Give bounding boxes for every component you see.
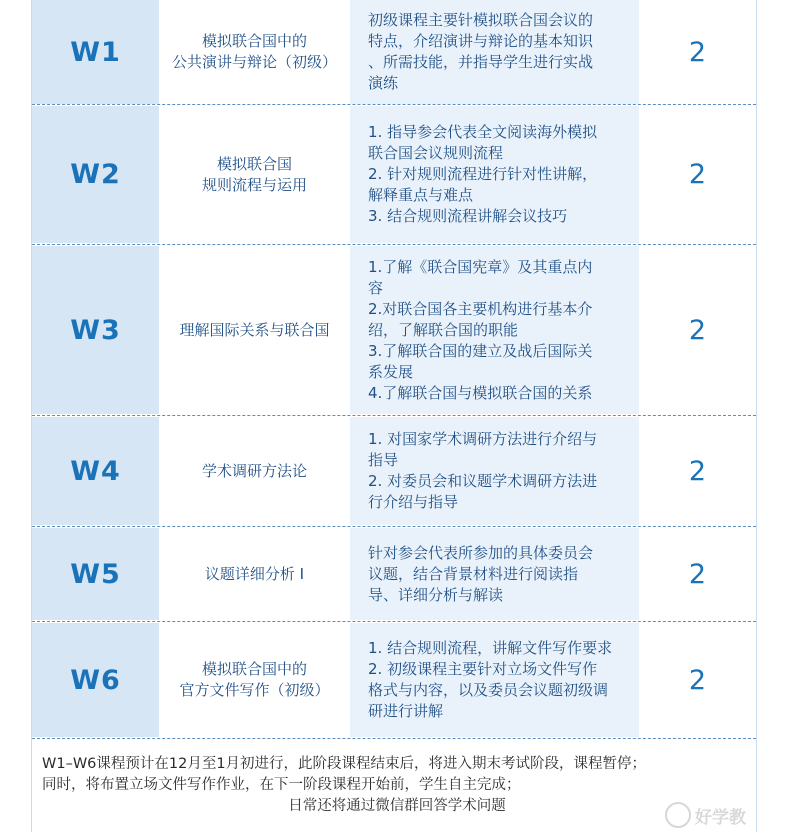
schedule-notes [32, 746, 756, 832]
table-row [32, 417, 756, 525]
week-label: W6 [32, 623, 159, 737]
topic-title: 模拟联合国中的 公共演讲与辩论（初级） [171, 32, 337, 71]
topic-title: 学术调研方法论 [201, 461, 307, 480]
week-label: W2 [32, 106, 159, 243]
table-row [32, 106, 756, 243]
table-row [32, 528, 756, 620]
topic-title: 议题详细分析 I [204, 564, 305, 583]
topic-description: 初级课程主要针模拟联合国会议的 特点，介绍演讲与辩论的基本知识 、所需技能，并指导学生进行实战 演练 [350, 0, 639, 104]
row-divider [32, 621, 756, 622]
row-divider [32, 526, 756, 527]
week-label: W1 [32, 0, 159, 104]
topic-title: 模拟联合国中的 官方文件写作（初级） [179, 660, 330, 699]
hours-value: 2 [688, 159, 707, 190]
row-divider [32, 415, 756, 416]
watermark-logo [665, 802, 746, 828]
note-line: 同时，将布置立场文件写作作业，在下一阶段课程开始前，学生自主完成； [42, 777, 521, 793]
topic-description: 针对参会代表所参加的具体委员会 议题，结合背景材料进行阅读指 导、详细分析与解读 [350, 528, 639, 620]
hours-value: 2 [688, 314, 707, 346]
table-row [32, 246, 756, 414]
table-row [32, 623, 756, 737]
note-line: W1–W6课程预计在12月至1月初进行，此阶段课程结束后，将进入期末考试阶段，课程暂停； [42, 756, 647, 772]
topic-description: 1.了解《联合国宪章》及其重点内 容 2.对联合国各主要机构进行基本介 绍，了解联合国的职能 3.了解联合国的建立及战后国际关 系发展 4.了解联合国与模拟联合国的关系 [350, 246, 639, 414]
week-label: W3 [32, 246, 159, 414]
hours-value: 2 [688, 664, 707, 696]
week-label: W5 [32, 528, 159, 620]
hours-value: 2 [688, 558, 707, 590]
topic-description: 1. 指导参会代表全文阅读海外模拟 联合国会议规则流程 2. 针对规则流程进行针对性讲解， 解释重点与难点 3. 结合规则流程讲解会议技巧 [350, 106, 639, 243]
row-divider [32, 104, 756, 105]
logo-icon [665, 802, 691, 828]
row-divider [32, 738, 756, 739]
course-schedule-table [31, 0, 757, 832]
hours-value: 2 [688, 455, 707, 487]
topic-description: 1. 结合规则流程，讲解文件写作要求 2. 初级课程主要针对立场文件写作 格式与内容，以及委员会议题初级调 研进行讲解 [350, 623, 639, 737]
week-label: W4 [32, 417, 159, 525]
table-row [32, 0, 756, 104]
note-line: 日常还将通过微信群回答学术问题 [288, 798, 506, 814]
row-divider [32, 244, 756, 245]
topic-title: 理解国际关系与联合国 [179, 320, 330, 339]
hours-value: 2 [688, 36, 707, 68]
topic-description: 1. 对国家学术调研方法进行介绍与 指导 2. 对委员会和议题学术调研方法进 行介绍与指导 [350, 417, 639, 525]
watermark-text: 好学教 [695, 807, 746, 828]
topic-title: 模拟联合国 规则流程与运用 [201, 154, 307, 194]
